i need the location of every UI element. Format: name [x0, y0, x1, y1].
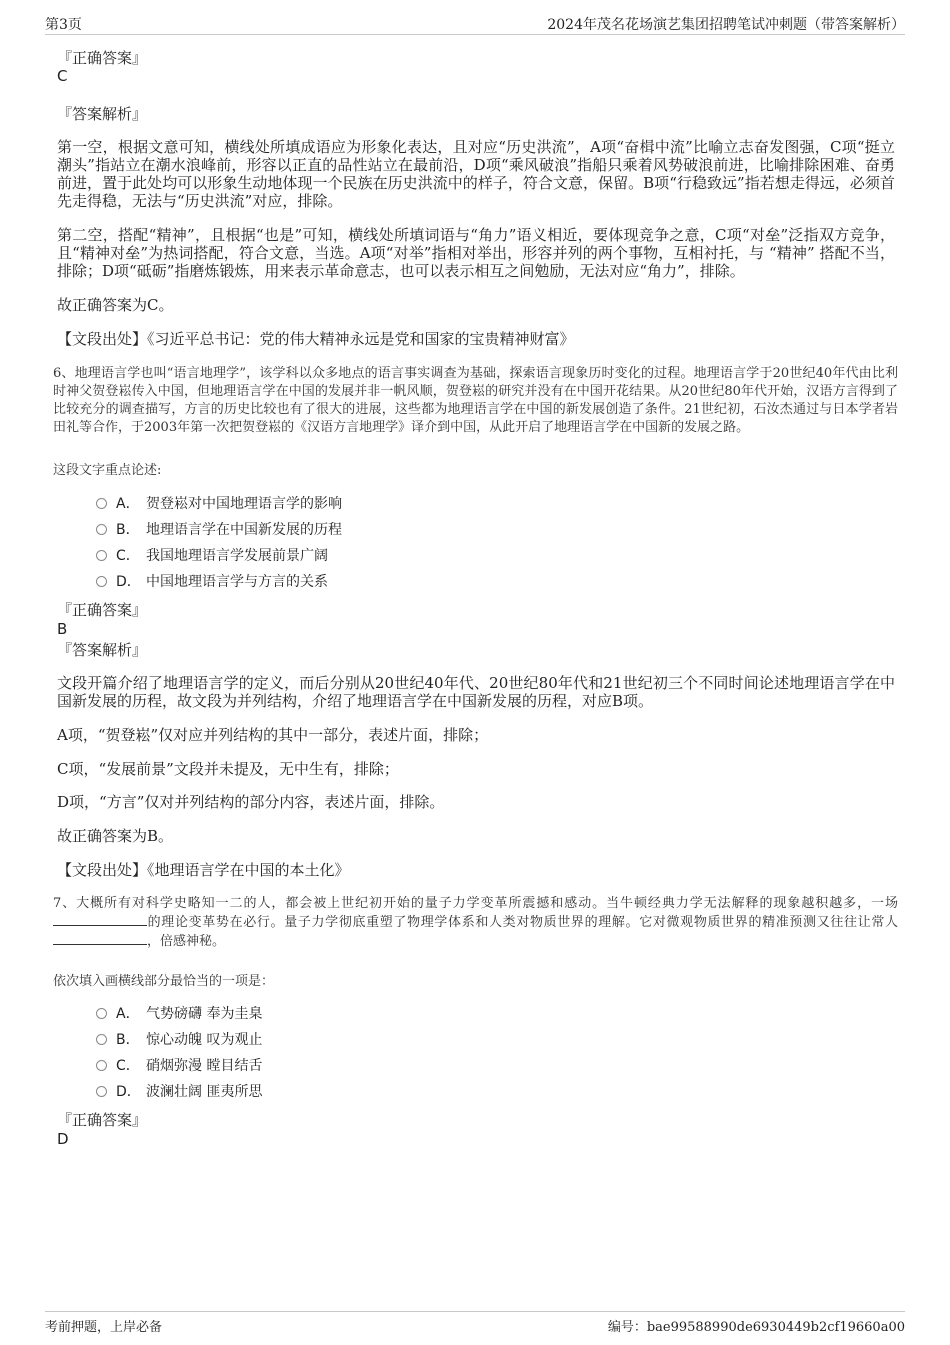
- radio-icon[interactable]: [96, 498, 107, 509]
- radio-icon[interactable]: [96, 1008, 107, 1019]
- option-b[interactable]: B． 地理语言学在中国新发展的历程: [96, 520, 342, 540]
- source-citation: 【文段出处】《地理语言学在中国的本土化》: [57, 861, 350, 879]
- document-title: 2024年茂名花场演艺集团招聘笔试冲刺题（带答案解析）: [547, 17, 905, 33]
- question-6-text: 6、地理语言学也叫“语言地理学”，该学科以众多地点的语言事实调查为基础，探索语言现象历时变化的过程。地理语言学于20世纪40年代由比利时神父贺登崧传入中国，但地理语言学在中国的发展并非一帆风顺，贺登崧的研究并没有在中国开花结果。从20世纪80年代开始，汉语方言得到了比较充分的调查描写，方言的历史比较也有了很大的进展，这些都为地理语言学在中国的新发展创造了条件。21世纪初，石汝杰通过与日本学者岩田礼等合作，于2003年第一次把贺登崧的《汉语方言地理学》译介到中国，从此开启了地理语言学在中国新的发展之路。: [53, 366, 898, 435]
- footer-slogan: 考前押题，上岸必备: [45, 1320, 163, 1335]
- analysis-paragraph: A项，“贺登崧”仅对应并列结构的其中一部分，表述片面，排除；: [57, 726, 489, 744]
- radio-icon[interactable]: [96, 550, 107, 561]
- correct-answer-value: B: [57, 620, 68, 638]
- radio-icon[interactable]: [96, 1034, 107, 1045]
- analysis-paragraph: 第一空，根据文意可知，横线处所填成语应为形象化表达，且对应“历史洪流”，A项“奋楫中流”比喻立志奋发图强，C项“挺立潮头”指站立在潮水浪峰前，形容以正直的品性站立在最前沿，D项“乘风破浪”指船只乘着风势破浪前进，比喻排除困难、奋勇前进，置于此处均可以形象生动地体现一个民族在历史洪流中的样子，符合文意，保留。B项“行稳致远”指若想走得远，必须首先走得稳，无法与“历史洪流”对应，排除。: [57, 138, 895, 210]
- fill-blank: [53, 913, 147, 926]
- correct-answer-label: 『正确答案』: [57, 1111, 148, 1129]
- question-6-prompt: 这段文字重点论述:: [53, 463, 162, 478]
- correct-answer-value: C: [57, 67, 68, 85]
- conclusion: 故正确答案为C。: [57, 296, 174, 314]
- radio-icon[interactable]: [96, 524, 107, 535]
- page-header: [45, 14, 905, 35]
- analysis-label: 『答案解析』: [57, 105, 148, 123]
- fill-blank: [53, 932, 147, 945]
- option-d[interactable]: D． 中国地理语言学与方言的关系: [96, 572, 328, 592]
- question-7-prompt: 依次填入画横线部分最恰当的一项是：: [53, 974, 275, 989]
- analysis-paragraph: D项，“方言”仅对并列结构的部分内容，表述片面，排除。: [57, 793, 445, 811]
- option-c[interactable]: C． 我国地理语言学发展前景广阔: [96, 546, 328, 566]
- option-d[interactable]: D． 波澜壮阔 匪夷所思: [96, 1082, 262, 1102]
- source-citation: 【文段出处】《习近平总书记：党的伟大精神永远是党和国家的宝贵精神财富》: [57, 330, 575, 348]
- correct-answer-label: 『正确答案』: [57, 601, 148, 619]
- correct-answer-value: D: [57, 1130, 69, 1148]
- analysis-label: 『答案解析』: [57, 641, 148, 659]
- page-footer: [45, 1311, 905, 1334]
- option-a[interactable]: A． 气势磅礴 奉为圭臬: [96, 1004, 262, 1024]
- conclusion: 故正确答案为B。: [57, 827, 174, 845]
- option-b[interactable]: B． 惊心动魄 叹为观止: [96, 1030, 262, 1050]
- document-code: 编号：bae99588990de6930449b2cf19660a00: [607, 1320, 905, 1335]
- radio-icon[interactable]: [96, 1086, 107, 1097]
- analysis-paragraph: 文段开篇介绍了地理语言学的定义，而后分别从20世纪40年代、20世纪80年代和21世纪初三个不同时间论述地理语言学在中国新发展的历程，故文段为并列结构，介绍了地理语言学在中国新发展的历程，对应B项。: [57, 674, 895, 710]
- radio-icon[interactable]: [96, 1060, 107, 1071]
- option-c[interactable]: C． 硝烟弥漫 瞠目结舌: [96, 1056, 262, 1076]
- page-number: 第3页: [45, 17, 82, 33]
- radio-icon[interactable]: [96, 576, 107, 587]
- analysis-paragraph: 第二空，搭配“精神”，且根据“也是”可知，横线处所填词语与“角力”语义相近，要体现竞争之意，C项“对垒”泛指双方竞争，且“精神对垒”为热词搭配，符合文意，当选。A项“对举”指相对举出，形容并列的两个事物，互相衬托，与 “精神” 搭配不当，排除；D项“砥砺”指磨炼锻炼，用来表示革命意志，也可以表示相互之间勉励，无法对应“角力”，排除。: [57, 226, 895, 280]
- analysis-paragraph: C项，“发展前景”文段并未提及，无中生有，排除；: [57, 760, 399, 778]
- correct-answer-label: 『正确答案』: [57, 49, 148, 67]
- question-7-text: 7、大概所有对科学史略知一二的人，都会被上世纪初开始的量子力学变革所震撼和感动。当牛顿经典力学无法解释的现象越积越多，一场的理论变革势在必行。量子力学彻底重塑了物理学体系和人类对物质世界的理解。它对微观物质世界的精准预测又往往让常人，倍感神秘。: [53, 896, 898, 949]
- option-a[interactable]: A． 贺登崧对中国地理语言学的影响: [96, 494, 342, 514]
